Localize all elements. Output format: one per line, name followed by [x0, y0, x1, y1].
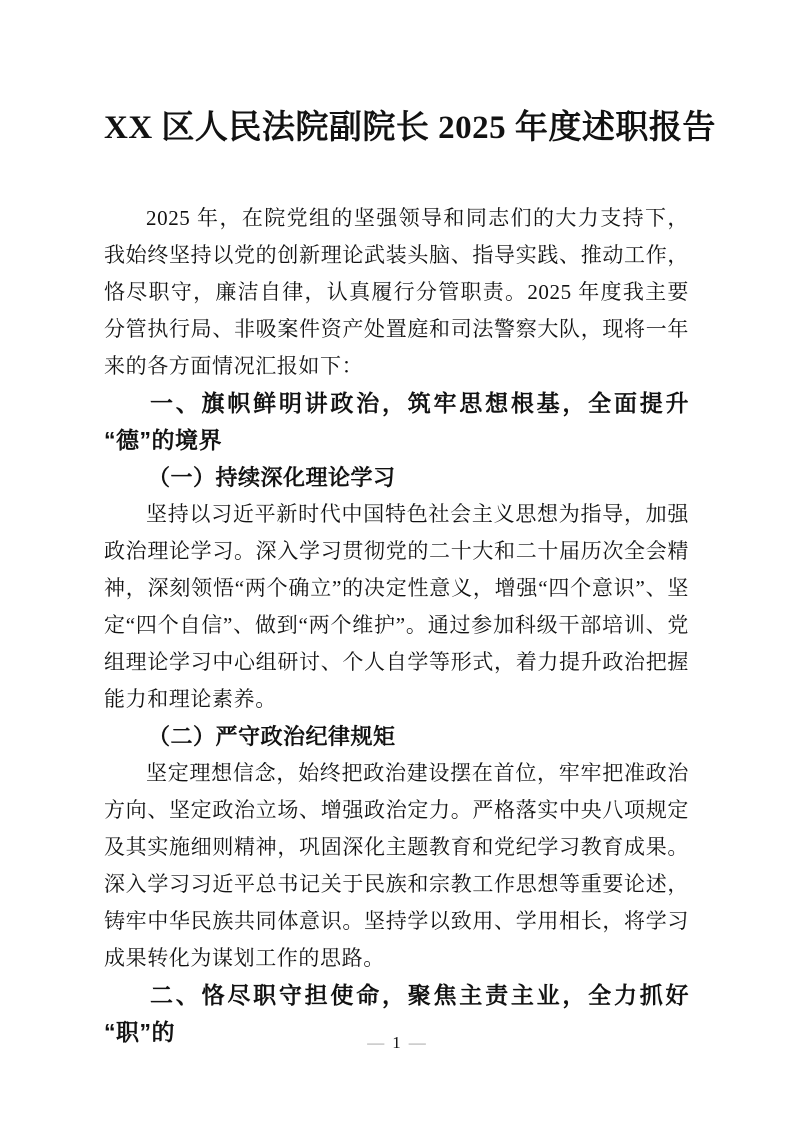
footer-dash-right: — — [408, 1033, 426, 1052]
page-number: 1 — [392, 1033, 401, 1052]
document-title: XX 区人民法院副院长 2025 年度述职报告 — [104, 110, 716, 146]
section-heading-1: 一、旗帜鲜明讲政治，筑牢思想根基，全面提升“德”的境界 — [104, 390, 689, 453]
paragraph-theory-learning: 坚持以习近平新时代中国特色社会主义思想为指导，加强政治理论学习。深入学习贯彻党的二十大和二十届历次全会精神，深刻领悟“两个确立”的决定性意义，增强“四个意识”、坚定“四个自信”、做到“两个维护”。通过参加科级干部培训、党组理论学习中心组研讨、个人自学等形式，着力提升政治把握能力和理论素养。 — [104, 502, 689, 711]
paragraph-intro: 2025 年，在院党组的坚强领导和同志们的大力支持下，我始终坚持以党的创新理论武装头脑、指导实践、推动工作，恪尽职守，廉洁自律，认真履行分管职责。2025 年度我主要分管执行局、非吸案件资产处置庭和司法警察大队，现将一年来的各方面情况汇报如下： — [104, 206, 689, 378]
page-footer — [0, 1032, 793, 1054]
subsection-heading-1-2: （二）严守政治纪律规矩 — [148, 724, 396, 749]
subsection-heading-1-1: （一）持续深化理论学习 — [148, 465, 396, 490]
paragraph-political-discipline: 坚定理想信念，始终把政治建设摆在首位，牢牢把准政治方向、坚定政治立场、增强政治定力。严格落实中央八项规定及其实施细则精神，巩固深化主题教育和党纪学习教育成果。深入学习习近平总书记关于民族和宗教工作思想等重要论述，铸牢中华民族共同体意识。坚持学以致用、学用相长，将学习成果转化为谋划工作的思路。 — [104, 761, 689, 970]
footer-dash-left: — — [367, 1033, 385, 1052]
section-heading-2: 二、恪尽职守担使命，聚焦主责主业，全力抓好“职”的 — [104, 982, 689, 1045]
